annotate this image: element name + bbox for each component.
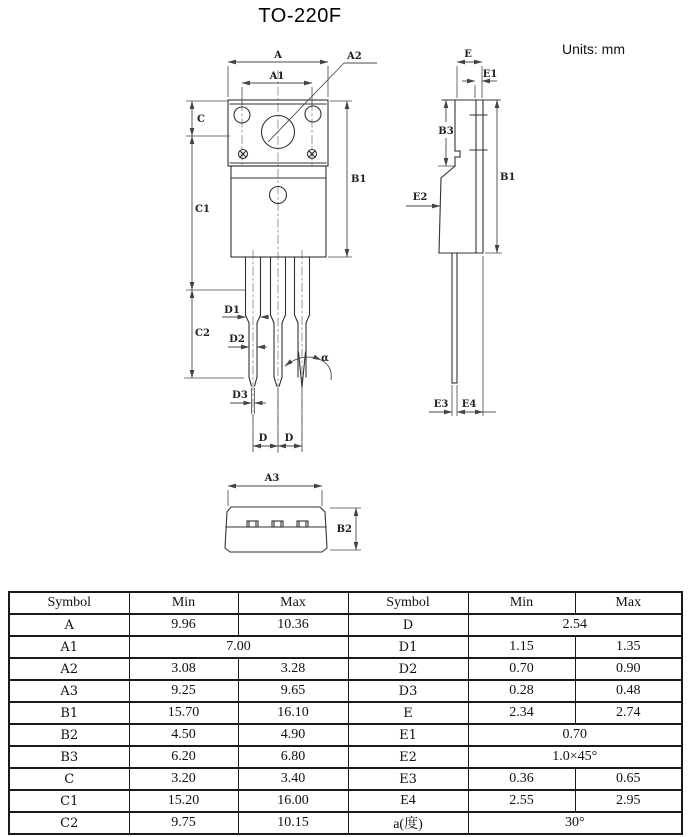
min-cell: 2.55 <box>468 790 575 812</box>
value-cell: 1.0×45° <box>468 746 682 768</box>
max-cell: 6.80 <box>238 746 348 768</box>
max-cell: 1.35 <box>575 636 682 658</box>
min-cell: 0.70 <box>468 658 575 680</box>
max-cell: 4.90 <box>238 724 348 746</box>
dim-label-A3: A3 <box>264 473 280 484</box>
dim-label-A: A <box>274 50 282 61</box>
page-title: TO-220F <box>258 5 342 27</box>
min-cell: 6.20 <box>129 746 238 768</box>
dim-label-alpha: α <box>321 353 329 364</box>
symbol-cell: E <box>348 702 468 724</box>
symbol-cell: E3 <box>348 768 468 790</box>
lead-side <box>452 253 457 383</box>
symbol-cell: C2 <box>9 812 129 834</box>
dim-label-E1: E1 <box>482 69 498 80</box>
symbol-cell: A1 <box>9 636 129 658</box>
min-cell: 9.75 <box>129 812 238 834</box>
max-cell: 0.48 <box>575 680 682 702</box>
dim-label-E4: E4 <box>461 399 477 410</box>
dim-label-C2: C2 <box>195 328 210 339</box>
symbol-cell: C <box>9 768 129 790</box>
dim-label-A2: A2 <box>347 51 362 62</box>
table-header-row <box>9 592 682 614</box>
max-cell: 2.95 <box>575 790 682 812</box>
max-cell: 16.00 <box>238 790 348 812</box>
symbol-cell: A3 <box>9 680 129 702</box>
max-cell: 3.28 <box>238 658 348 680</box>
dim-label-D3: D3 <box>232 390 248 401</box>
symbol-cell: D3 <box>348 680 468 702</box>
pin-section-right <box>297 521 308 527</box>
table-row <box>9 724 682 746</box>
symbol-cell: B3 <box>9 746 129 768</box>
symbol-cell: A2 <box>9 658 129 680</box>
symbol-cell: A <box>9 614 129 636</box>
max-cell: 10.15 <box>238 812 348 834</box>
table-row <box>9 636 682 658</box>
max-cell: 10.36 <box>238 614 348 636</box>
symbol-cell: C1 <box>9 790 129 812</box>
dim-label-B1-side: B1 <box>500 172 516 183</box>
value-cell: 2.54 <box>468 614 682 636</box>
front-view <box>184 50 377 453</box>
table-row <box>9 680 682 702</box>
dim-label-C1: C1 <box>195 204 210 215</box>
max-cell: 16.10 <box>238 702 348 724</box>
symbol-cell: D1 <box>348 636 468 658</box>
column-header: Min <box>468 592 575 614</box>
symbol-cell: D2 <box>348 658 468 680</box>
value-cell: 30° <box>468 812 682 834</box>
dim-label-B1-front: B1 <box>351 174 367 185</box>
column-header: Symbol <box>348 592 468 614</box>
min-cell: 3.20 <box>129 768 238 790</box>
table-row <box>9 812 682 834</box>
value-cell: 7.00 <box>129 636 348 658</box>
units-label: Units: mm <box>562 41 625 57</box>
dim-label-D-left: D <box>258 433 268 444</box>
side-view <box>406 49 515 416</box>
dim-label-C: C <box>197 114 205 125</box>
pin-section-center <box>272 521 283 527</box>
table-row <box>9 658 682 680</box>
max-cell: 2.74 <box>575 702 682 724</box>
dim-label-D1: D1 <box>224 305 240 316</box>
value-cell: 0.70 <box>468 724 682 746</box>
dim-label-D2: D2 <box>229 334 245 345</box>
dim-label-B3: B3 <box>438 126 454 137</box>
dim-label-E3: E3 <box>433 399 449 410</box>
dim-label-B2: B2 <box>336 524 352 535</box>
dim-label-E: E <box>464 49 472 60</box>
min-cell: 3.08 <box>129 658 238 680</box>
column-header: Max <box>238 592 348 614</box>
symbol-cell: E1 <box>348 724 468 746</box>
symbol-cell: a(度) <box>348 812 468 834</box>
symbol-cell: B1 <box>9 702 129 724</box>
symbol-cell: D <box>348 614 468 636</box>
min-cell: 9.25 <box>129 680 238 702</box>
dim-label-E2: E2 <box>412 192 428 203</box>
max-cell: 3.40 <box>238 768 348 790</box>
symbol-cell: E2 <box>348 746 468 768</box>
dim-label-A1: A1 <box>269 71 285 82</box>
dimension-table <box>8 591 683 835</box>
table-row <box>9 746 682 768</box>
min-cell: 1.15 <box>468 636 575 658</box>
table-row <box>9 702 682 724</box>
ejector-mark-left <box>239 150 248 159</box>
bottom-view <box>225 473 361 552</box>
min-cell: 4.50 <box>129 724 238 746</box>
column-header: Max <box>575 592 682 614</box>
min-cell: 15.20 <box>129 790 238 812</box>
min-cell: 9.96 <box>129 614 238 636</box>
dim-label-D-right: D <box>284 433 294 444</box>
max-cell: 9.65 <box>238 680 348 702</box>
symbol-cell: E4 <box>348 790 468 812</box>
table-row <box>9 614 682 636</box>
table-row <box>9 768 682 790</box>
table-row <box>9 790 682 812</box>
min-cell: 2.34 <box>468 702 575 724</box>
max-cell: 0.65 <box>575 768 682 790</box>
min-cell: 0.28 <box>468 680 575 702</box>
pin-section-left <box>247 521 258 527</box>
max-cell: 0.90 <box>575 658 682 680</box>
min-cell: 0.36 <box>468 768 575 790</box>
column-header: Min <box>129 592 238 614</box>
column-header: Symbol <box>9 592 129 614</box>
symbol-cell: B2 <box>9 724 129 746</box>
min-cell: 15.70 <box>129 702 238 724</box>
